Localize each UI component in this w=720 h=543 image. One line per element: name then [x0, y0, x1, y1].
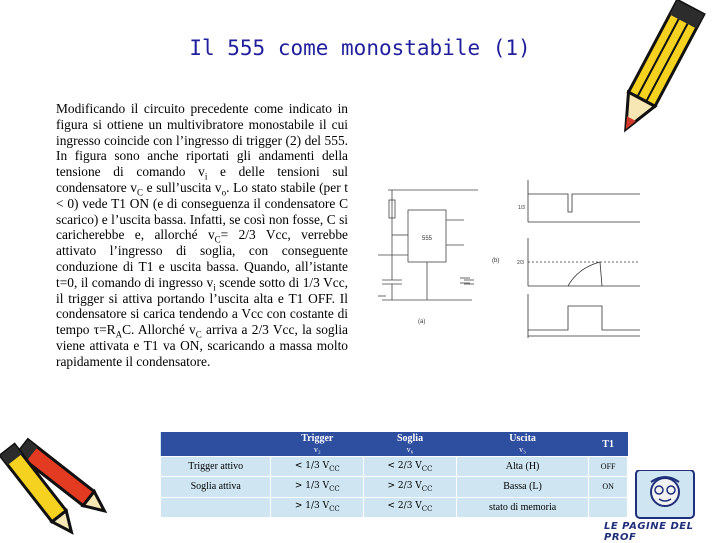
table-cell [364, 457, 457, 477]
figure-label-b: (b) [492, 258, 500, 264]
table-cell [456, 497, 588, 517]
table-header-cell [271, 432, 364, 457]
circuit-schematic [378, 190, 478, 300]
header-sub: v₆ [406, 445, 414, 454]
cell-text: Alta (H) [505, 461, 540, 473]
table-header-row [161, 432, 628, 457]
paragraph-subscript: o [221, 187, 227, 198]
table-cell [271, 477, 364, 497]
table-cell [364, 497, 457, 517]
figure-label-a: (a) [418, 319, 426, 325]
cell-subscript: CC [421, 464, 433, 473]
paragraph-text: C. Allorché v [122, 322, 196, 338]
table-cell [161, 497, 271, 517]
paragraph-text: . Lo stato stabile (per t < 0) vede T1 ON (e di conseguenza il condensatore C scarico) e l’uscita bassa. Infatti, se così non fosse, C si caricherebbe e, allorché v [56, 179, 349, 243]
cell-text: Bassa (L) [503, 481, 542, 493]
tick-two-thirds: 2/3 [517, 260, 524, 266]
pencil-icon [596, 0, 720, 150]
body-paragraph [56, 101, 348, 370]
paragraph-subscript: C [214, 235, 221, 246]
output-symbol [460, 278, 470, 283]
table-header-cell [456, 432, 588, 457]
cell-text: < 2/3 V [387, 501, 422, 512]
table-cell [271, 497, 364, 517]
cell-subscript: CC [421, 484, 433, 493]
table-cell [161, 457, 271, 477]
paragraph-text: arriva a 2/3 Vcc, la soglia viene attivata e T1 va ON, scaricando a massa molto rapidamente il condensatore. [56, 322, 348, 369]
cell-text: > 2/3 V [387, 481, 422, 492]
table-row [161, 497, 628, 517]
table-header-cell [364, 432, 457, 457]
table-cell [271, 457, 364, 477]
paragraph-subscript: i [213, 282, 216, 293]
cell-text: Trigger attivo [188, 461, 244, 473]
paragraph-text: e delle tensioni sul condensatore v [56, 164, 348, 195]
ic-label: 555 [421, 236, 433, 242]
cell-text: > 1/3 V [294, 481, 330, 492]
table-cell [456, 477, 588, 497]
table-row [161, 477, 628, 497]
pencils-icon [0, 420, 120, 540]
paragraph-text: scende sotto di 1/3 Vcc, il trigger si attiva portando l’uscita alta e T1 OFF. Il condensatore si carica tendendo a Vcc con costante di tempo τ=R [56, 274, 348, 338]
cell-subscript: CC [329, 484, 340, 493]
table-cell [364, 477, 457, 497]
cell-text: OFF [600, 462, 616, 472]
paragraph-subscript: A [115, 329, 123, 340]
cell-text: Soglia attiva [190, 481, 241, 493]
waveforms [528, 180, 640, 338]
header-sub: v₂ [313, 445, 321, 454]
paragraph-text: Modificando il circuito precedente come indicato in figura si ottiene un multivibratore monostabile il cui ingresso coincide con l’ingresso di trigger (2) del 555. In figura sono anche riportati gli andamenti della tensione di comando v [56, 101, 348, 180]
cell-text: > 1/3 V [294, 501, 330, 512]
header-sub: v₃ [519, 445, 526, 454]
table-cell [456, 457, 588, 477]
header-label: Uscita [509, 433, 536, 444]
slide-title: Il 555 come monostabile (1) [189, 36, 531, 60]
cell-text: < 2/3 V [387, 460, 422, 471]
paragraph-text: = 2/3 Vcc, verrebbe attivato l’ingresso di soglia, con conseguente conduzione di T1 e uscita bassa. Quando, all’istante t=0, il comando di ingresso v [56, 227, 348, 290]
table-header-cell [589, 432, 628, 457]
logo-text: LE PAGINE DEL PROF [604, 521, 694, 543]
table-row [161, 457, 628, 477]
table-cell [161, 477, 271, 497]
cell-text: stato di memoria [488, 501, 557, 513]
cell-text: < 1/3 V [294, 460, 330, 471]
table-header-cell [161, 432, 271, 457]
cell-subscript: CC [329, 505, 340, 514]
header-label: Trigger [301, 433, 334, 444]
header-label: Soglia [396, 433, 424, 444]
cell-subscript: CC [329, 464, 340, 473]
truth-table [160, 432, 628, 518]
cell-text: ON [602, 482, 614, 492]
header-label: T1 [602, 438, 614, 450]
circuit-figure [368, 160, 640, 340]
paragraph-subscript: C [136, 187, 143, 198]
tick-third: 1/3 [518, 205, 525, 211]
cell-subscript: CC [421, 505, 433, 514]
paragraph-subscript: i [204, 171, 208, 182]
paragraph-text: e sull’uscita v [143, 179, 222, 195]
paragraph-subscript: C [195, 329, 202, 340]
